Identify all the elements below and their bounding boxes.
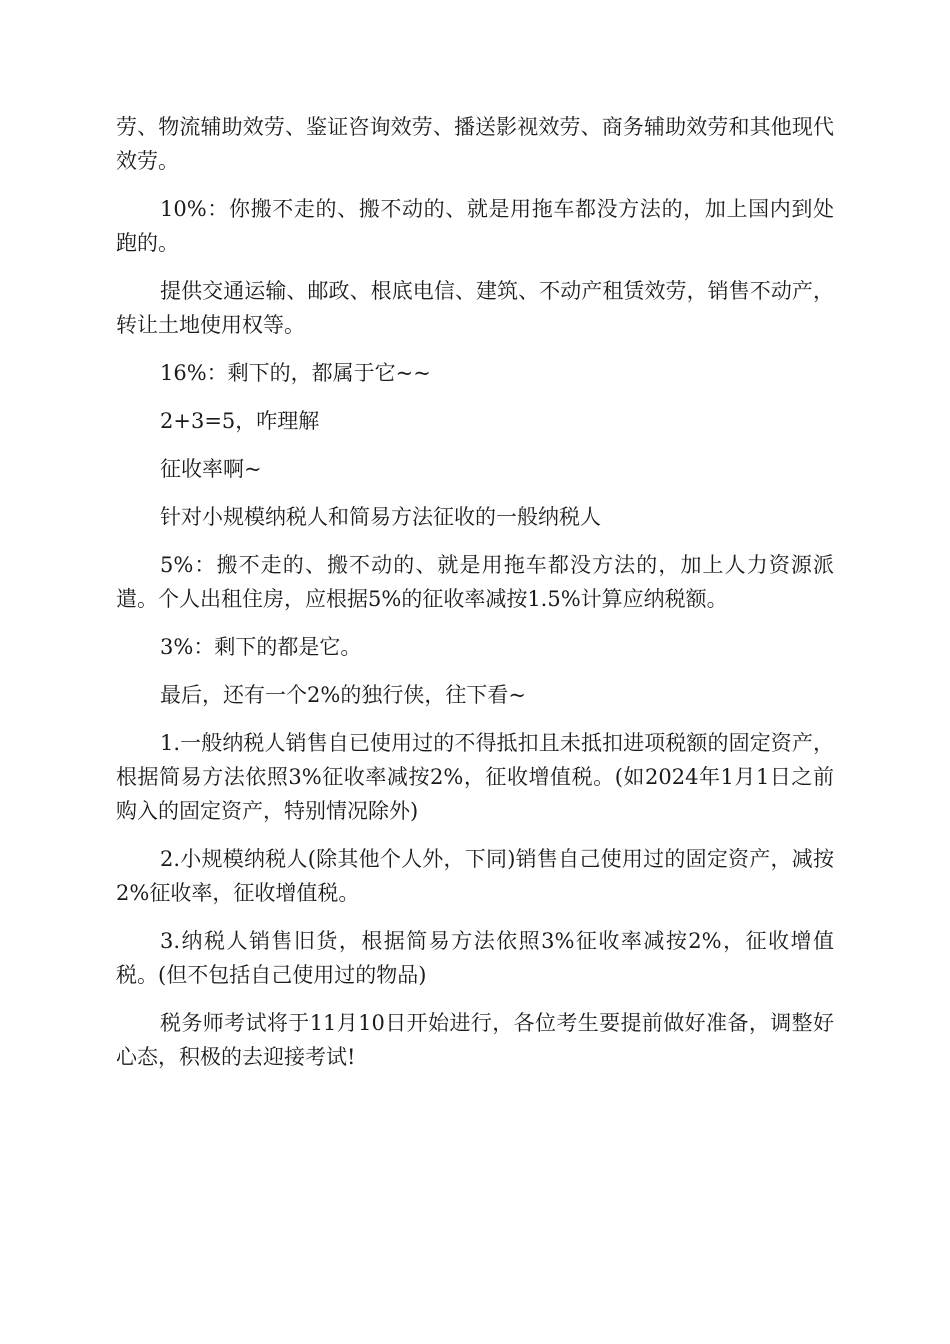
paragraph: 3.纳税人销售旧货，根据简易方法依照3%征收率减按2%，征收增值税。(但不包括自己使用过的物品)	[116, 929, 834, 987]
paragraph: 劳、物流辅助效劳、鉴证咨询效劳、播送影视效劳、商务辅助效劳和其他现代效劳。	[116, 115, 834, 173]
paragraph: 征收率啊~	[160, 457, 262, 481]
paragraph: 2+3=5，咋理解	[160, 409, 320, 433]
paragraph: 10%：你搬不走的、搬不动的、就是用拖车都没方法的，加上国内到处跑的。	[116, 197, 834, 255]
paragraph: 税务师考试将于11月10日开始进行，各位考生要提前做好准备，调整好心态，积极的去迎接考试!	[116, 1011, 834, 1069]
document-body	[116, 110, 834, 1088]
paragraph: 2.小规模纳税人(除其他个人外，下同)销售自己使用过的固定资产，减按2%征收率，征收增值税。	[116, 847, 834, 905]
paragraph: 最后，还有一个2%的独行侠，往下看~	[160, 683, 526, 707]
paragraph: 5%：搬不走的、搬不动的、就是用拖车都没方法的，加上人力资源派遣。个人出租住房，应根据5%的征收率减按1.5%计算应纳税额。	[116, 553, 834, 611]
paragraph: 1.一般纳税人销售自已使用过的不得抵扣且未抵扣进项税额的固定资产，根据简易方法依照3%征收率减按2%，征收增值税。(如2024年1月1日之前购入的固定资产，特别情况除外)	[116, 731, 834, 823]
paragraph: 提供交通运输、邮政、根底电信、建筑、不动产租赁效劳，销售不动产，转让土地使用权等。	[116, 279, 834, 337]
paragraph: 16%：剩下的，都属于它~~	[160, 361, 431, 385]
paragraph: 3%：剩下的都是它。	[160, 635, 362, 659]
paragraph: 针对小规模纳税人和简易方法征收的一般纳税人	[160, 505, 601, 529]
